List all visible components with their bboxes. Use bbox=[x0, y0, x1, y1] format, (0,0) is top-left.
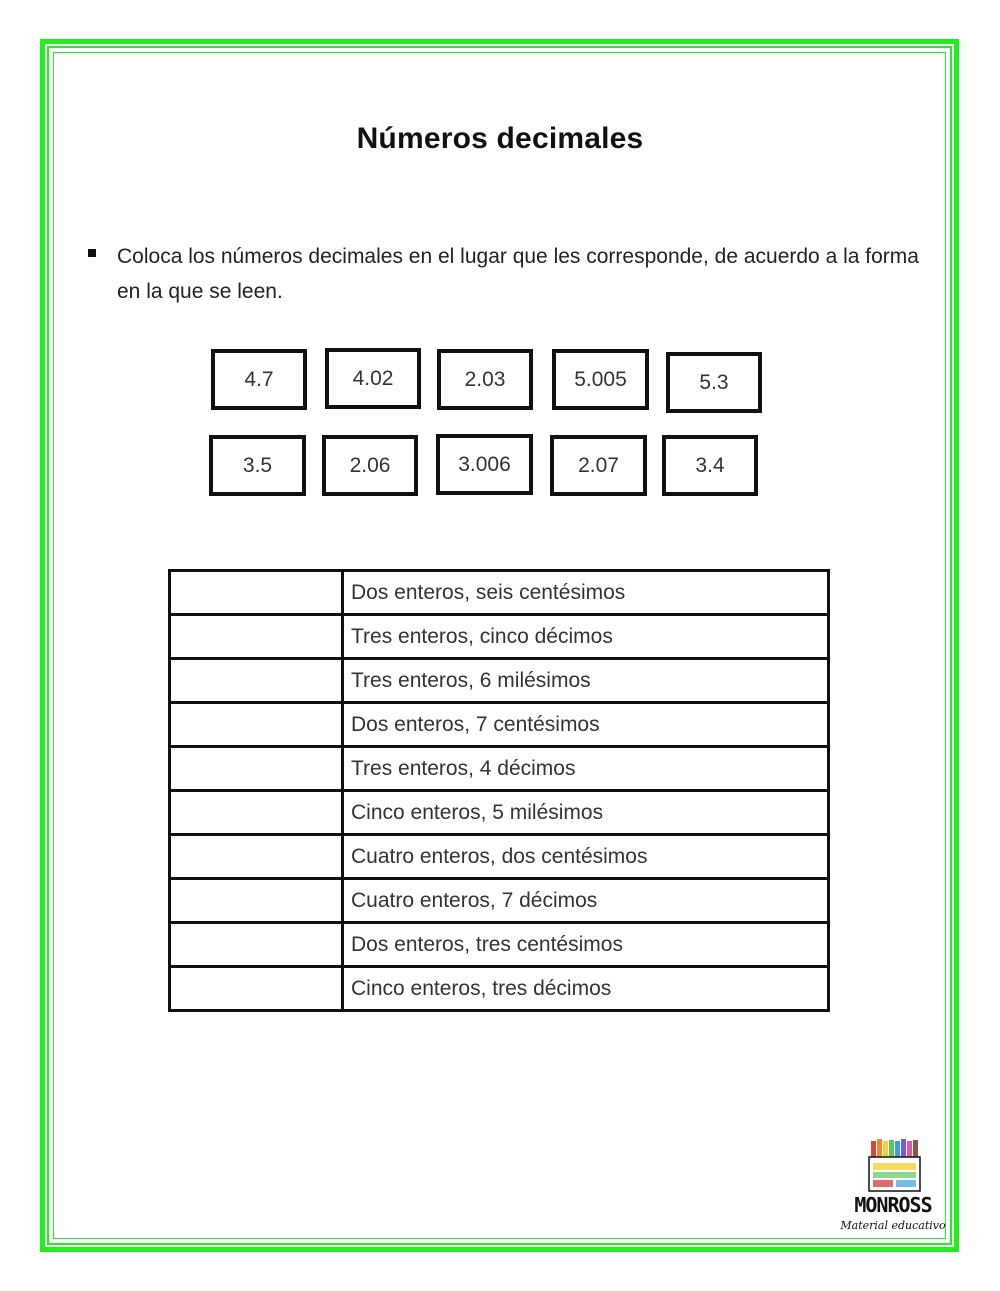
drop-slot[interactable] bbox=[170, 615, 343, 659]
number-card[interactable]: 5.3 bbox=[666, 352, 762, 413]
row-label: Cinco enteros, tres décimos bbox=[343, 967, 829, 1011]
row-label: Cuatro enteros, dos centésimos bbox=[343, 835, 829, 879]
logo bbox=[838, 1137, 948, 1239]
number-card[interactable]: 2.07 bbox=[550, 435, 647, 496]
number-card[interactable]: 3.5 bbox=[209, 435, 306, 496]
pencil-box-icon bbox=[838, 1137, 948, 1197]
table-row bbox=[170, 747, 829, 791]
number-card[interactable]: 3.006 bbox=[436, 434, 533, 495]
number-card[interactable]: 2.06 bbox=[322, 435, 418, 496]
instruction-text: Coloca los números decimales en el lugar que les corresponde, de acuerdo a la forma en la que se leen. bbox=[117, 245, 919, 303]
table-row bbox=[170, 879, 829, 923]
row-label: Cinco enteros, 5 milésimos bbox=[343, 791, 829, 835]
table-row bbox=[170, 615, 829, 659]
drop-slot[interactable] bbox=[170, 835, 343, 879]
table-row bbox=[170, 967, 829, 1011]
drop-slot[interactable] bbox=[170, 879, 343, 923]
instruction bbox=[88, 239, 948, 309]
number-card[interactable]: 2.03 bbox=[437, 349, 533, 410]
table-row bbox=[170, 923, 829, 967]
number-card[interactable]: 4.7 bbox=[211, 349, 307, 410]
table-row bbox=[170, 835, 829, 879]
number-card[interactable]: 3.4 bbox=[662, 435, 758, 496]
drop-slot[interactable] bbox=[170, 923, 343, 967]
bullet-icon bbox=[88, 249, 96, 257]
logo-tagline: Material educativo bbox=[840, 1219, 946, 1232]
row-label: Tres enteros, 6 milésimos bbox=[343, 659, 829, 703]
drop-slot[interactable] bbox=[170, 791, 343, 835]
number-card[interactable]: 5.005 bbox=[552, 349, 649, 410]
table-row bbox=[170, 659, 829, 703]
row-label: Tres enteros, 4 décimos bbox=[343, 747, 829, 791]
row-label: Tres enteros, cinco décimos bbox=[343, 615, 829, 659]
drop-slot[interactable] bbox=[170, 659, 343, 703]
page-title: Números decimales bbox=[356, 122, 644, 155]
drop-slot[interactable] bbox=[170, 703, 343, 747]
row-label: Dos enteros, seis centésimos bbox=[343, 571, 829, 615]
drop-slot[interactable] bbox=[170, 747, 343, 791]
table-row bbox=[170, 703, 829, 747]
table-row bbox=[170, 791, 829, 835]
table-row bbox=[170, 571, 829, 615]
row-label: Dos enteros, tres centésimos bbox=[343, 923, 829, 967]
matching-table bbox=[168, 569, 830, 1012]
row-label: Dos enteros, 7 centésimos bbox=[343, 703, 829, 747]
number-card[interactable]: 4.02 bbox=[325, 348, 421, 409]
drop-slot[interactable] bbox=[170, 967, 343, 1011]
row-label: Cuatro enteros, 7 décimos bbox=[343, 879, 829, 923]
drop-slot[interactable] bbox=[170, 571, 343, 615]
logo-name: MONROSS bbox=[854, 1193, 932, 1217]
